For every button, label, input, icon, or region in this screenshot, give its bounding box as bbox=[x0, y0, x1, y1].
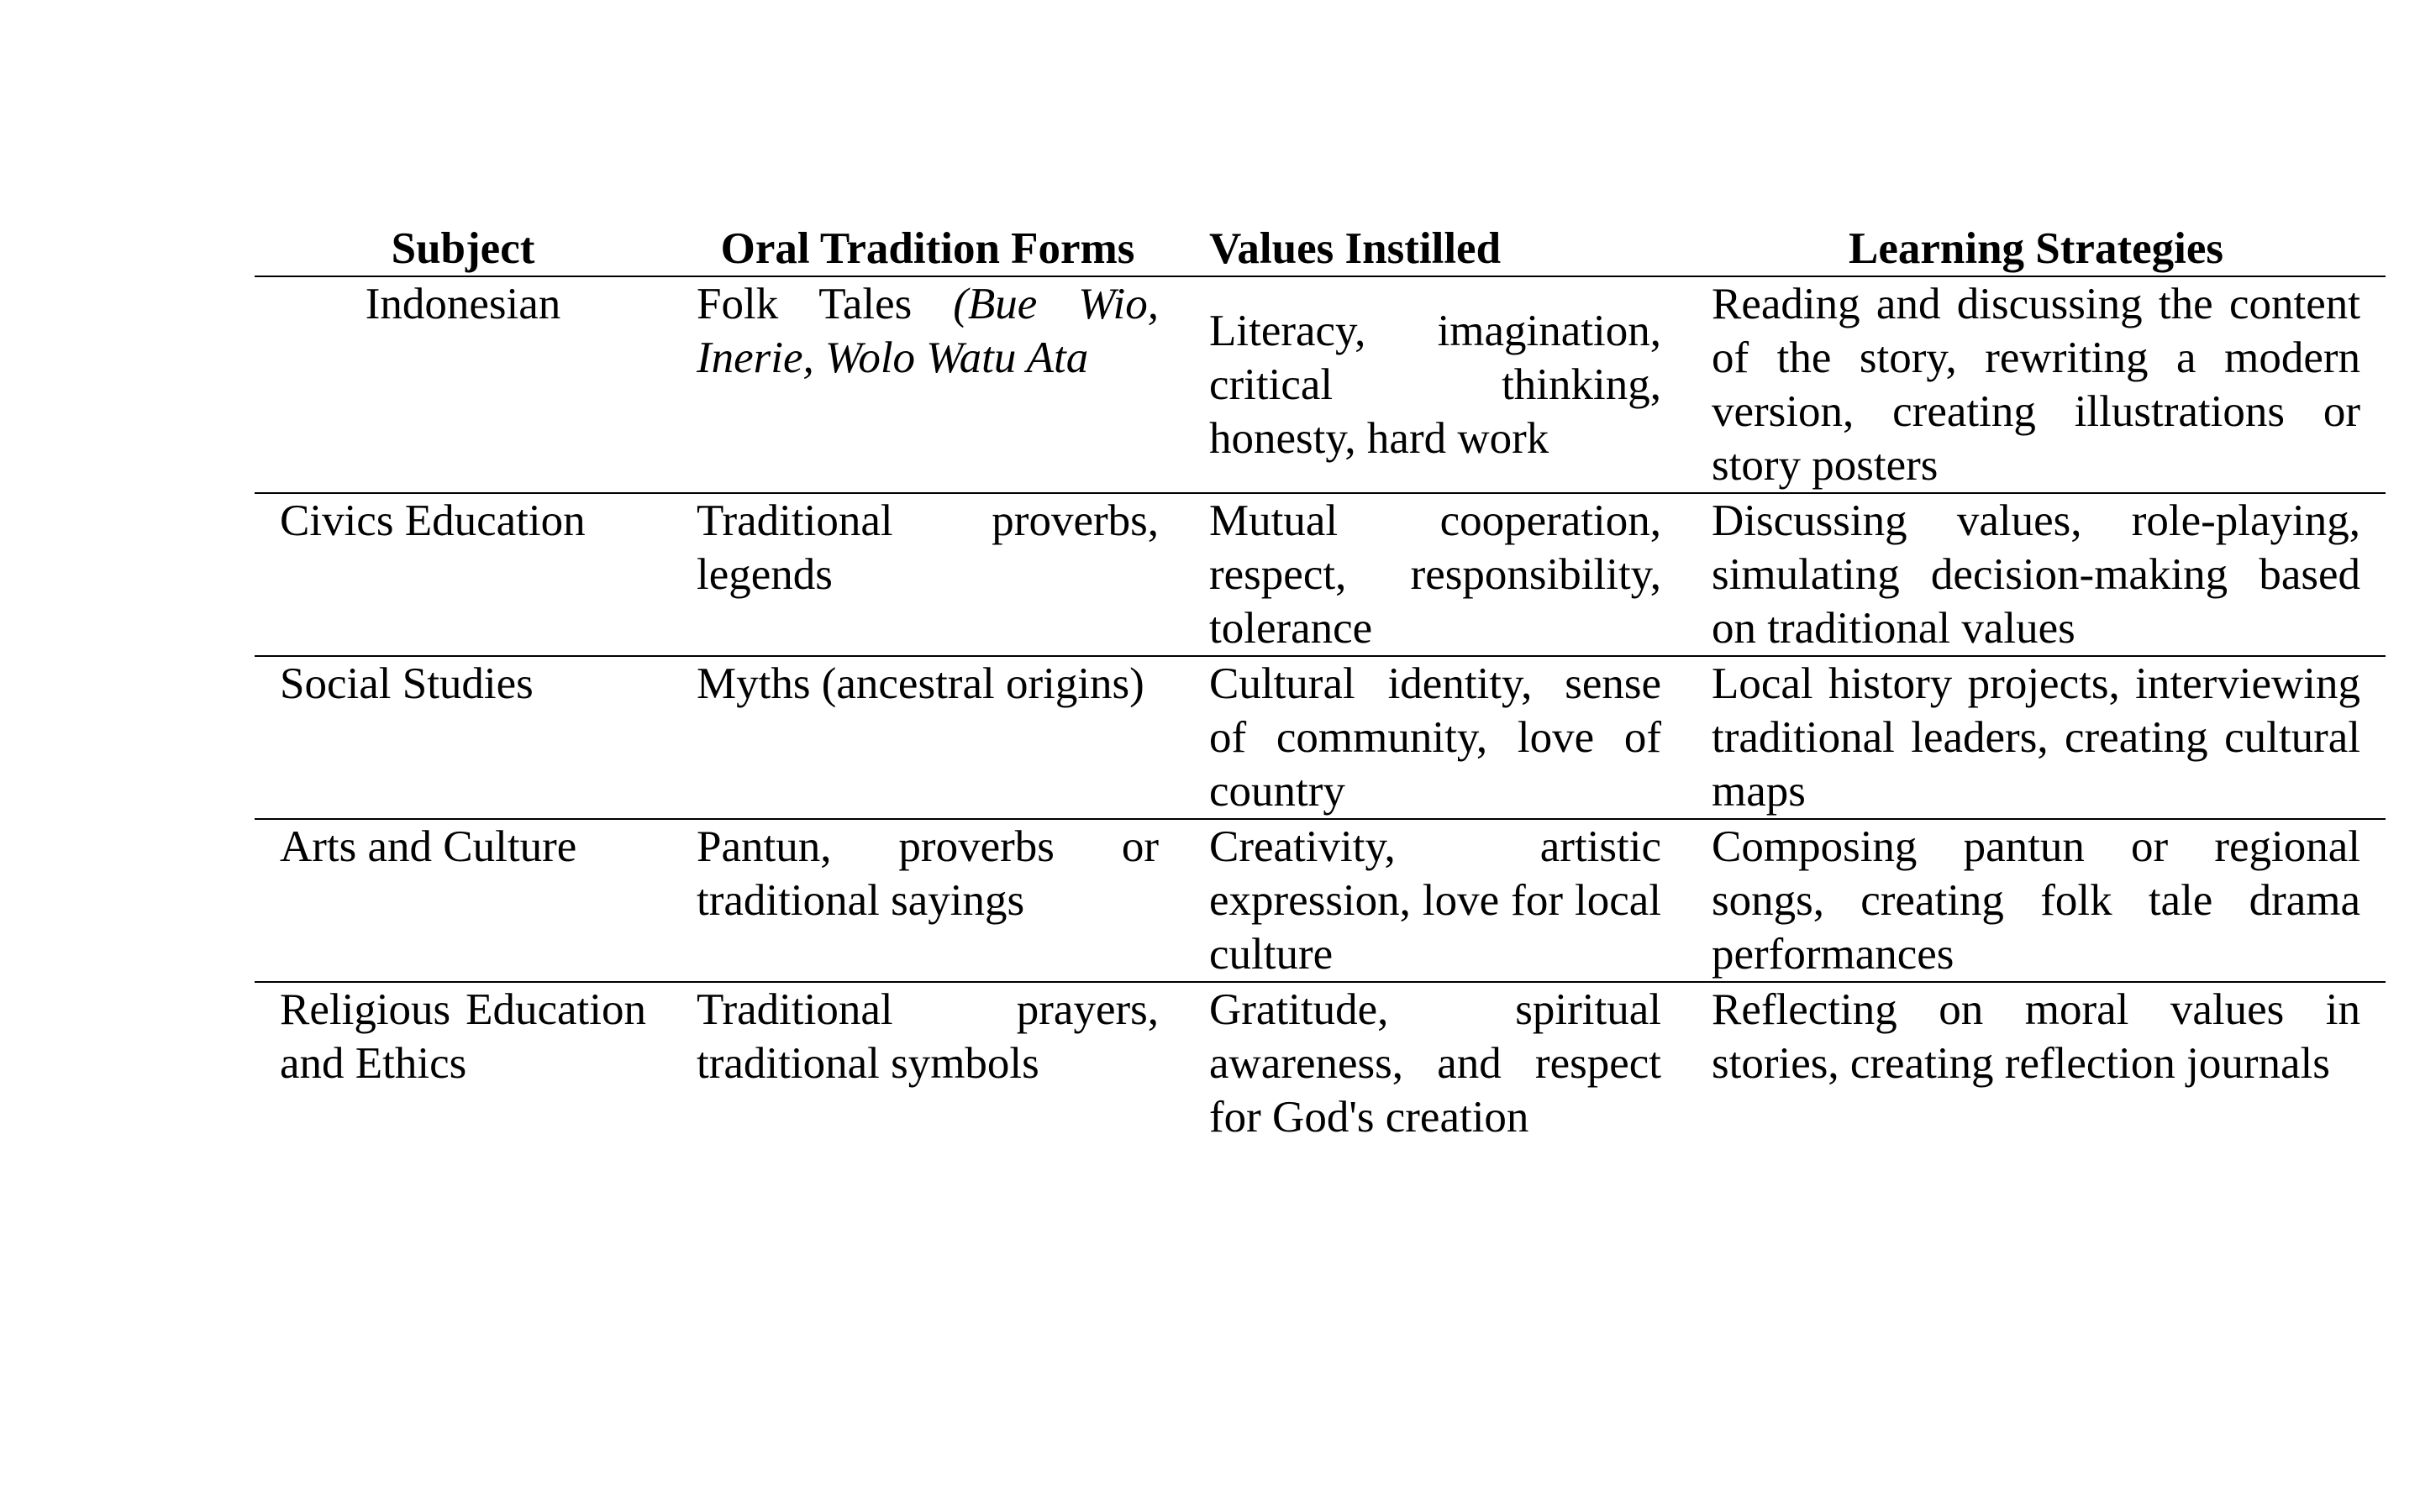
cell-subject: Social Studies bbox=[255, 656, 671, 819]
cell-forms-plain: Folk Tales bbox=[697, 280, 954, 328]
cell-forms: Myths (ancestral origins) bbox=[671, 656, 1184, 819]
cell-strategies: Local history projects, interviewing traditional leaders, creating cultural maps bbox=[1686, 656, 2386, 819]
table-row bbox=[255, 982, 2386, 1144]
header-oral-tradition-forms: Oral Tradition Forms bbox=[671, 220, 1184, 276]
cell-subject: Religious Education and Ethics bbox=[280, 985, 646, 1088]
cell-subject: Civics Education bbox=[255, 493, 671, 656]
cell-forms: Pantun, proverbs or traditional sayings bbox=[671, 819, 1184, 982]
oral-tradition-table bbox=[255, 220, 2386, 1144]
cell-strategies: Reflecting on moral values in stories, creating reflection journals bbox=[1712, 985, 2360, 1088]
cell-strategies: Reading and discussing the content of the story, rewriting a modern version, creating illustrations or story posters bbox=[1686, 276, 2386, 493]
cell-strategies: Composing pantun or regional songs, creating folk tale drama performances bbox=[1686, 819, 2386, 982]
table-row bbox=[255, 276, 2386, 493]
cell-values: Gratitude, spiritual awareness, and respect for God's creation bbox=[1209, 985, 1661, 1142]
cell-forms: Traditional prayers, traditional symbols bbox=[697, 985, 1159, 1088]
cell-subject: Indonesian bbox=[255, 276, 671, 493]
cell-strategies: Discussing values, role-playing, simulating decision-making based on traditional values bbox=[1686, 493, 2386, 656]
table-row bbox=[255, 656, 2386, 819]
table-row bbox=[255, 819, 2386, 982]
table-header-row bbox=[255, 220, 2386, 276]
header-subject: Subject bbox=[255, 220, 671, 276]
cell-forms: Traditional proverbs, legends bbox=[671, 493, 1184, 656]
table-row bbox=[255, 493, 2386, 656]
cell-forms-italic: (Bue Wio, Inerie, Wolo Watu Ata bbox=[697, 280, 1159, 382]
oral-tradition-table-container bbox=[255, 220, 2386, 1144]
cell-values: Cultural identity, sense of community, love of country bbox=[1184, 656, 1686, 819]
cell-values: Creativity, artistic expression, love for local culture bbox=[1184, 819, 1686, 982]
cell-values: Literacy, imagination, critical thinking, honesty, hard work bbox=[1184, 276, 1686, 493]
header-learning-strategies: Learning Strategies bbox=[1686, 220, 2386, 276]
header-values-instilled: Values Instilled bbox=[1184, 220, 1686, 276]
cell-forms bbox=[671, 276, 1184, 493]
cell-subject: Arts and Culture bbox=[255, 819, 671, 982]
cell-values: Mutual cooperation, respect, responsibility, tolerance bbox=[1184, 493, 1686, 656]
